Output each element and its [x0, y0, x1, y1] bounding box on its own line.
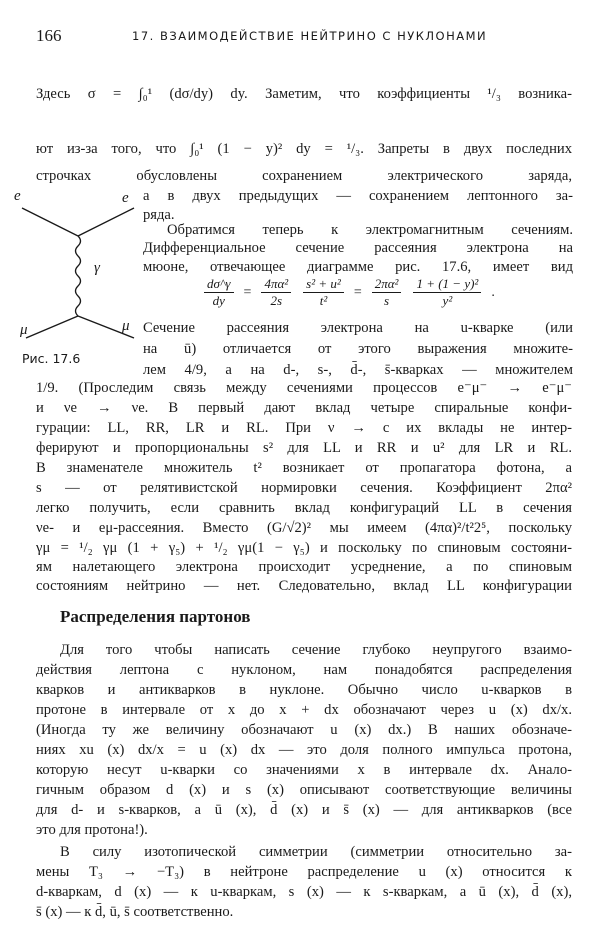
text-line: s — от релятивистской нормировки сечения. Коэффициент 2πα² — [36, 480, 572, 496]
text-line: это для протона!). — [36, 822, 148, 838]
text-line: В силу изотопической симметрии (симметрии относительно за- — [60, 844, 572, 860]
text-line: действия лептона с нуклоном, нам понадобятся распределения — [36, 662, 572, 678]
section-heading: Распределения партонов — [60, 607, 251, 626]
figure-caption: Рис. 17.6 — [22, 351, 81, 366]
text-line: для d- и s-кварков, а ū (x), d̄ (x) и s̄ (x) — для антикварков (все — [36, 802, 572, 818]
text-line: гичным образом d (x) и s (x) описывают соответствующие величины — [36, 782, 572, 798]
text-line: которую несут u-кварки со значениями x в интервале dx. Анало- — [36, 762, 572, 778]
text-line: ют из-за того, что ∫₀¹ (1 − y)² dy = ¹/₃. Запреты в двух последних — [36, 141, 572, 157]
formula-fraction: $\frac{d\sigma\^{}\gamma}{dy}$ — [204, 276, 234, 309]
text-line: состояниям нейтрино — нет. Следовательно, вклад LL конфигурации — [36, 578, 572, 594]
text-line: Обратимся теперь к электромагнитным сечениям. — [167, 222, 573, 238]
running-title: 17. ВЗАИМОДЕЙСТВИЕ НЕЙТРИНО С НУКЛОНАМИ — [132, 29, 488, 43]
text-line: d-кваркам, d (x) — к u-кваркам, s (x) — к s-кваркам, а ū (x), d̄ (x), — [36, 884, 572, 900]
text-line: гурации: LL, RR, LR и RL. При ν → c их вклады не интер- — [36, 420, 572, 436]
text-line: на ū) отличается от этого выражения множите- — [143, 341, 573, 357]
text-line: ферируют и пропорциональны s² для LL и RR и u² для LR и RL. — [36, 440, 572, 456]
text-line: мюоне, отвечающее диаграмме рис. 17.6, имеет вид — [143, 259, 573, 275]
text-line: легко получить, если сравнить вклад конфигураций LL в сечения — [36, 500, 572, 516]
text-line: строчках обусловлены сохранением электрического заряда, — [36, 168, 572, 184]
text-line: протоне в интервале от x до x + dx обозначают через u (x) dx/x. — [36, 702, 572, 718]
formula-fraction: $\frac{\text{s² + u²}}{\text{t²}}$ — [303, 276, 344, 309]
text-line: ряда. — [143, 207, 175, 223]
feynman-diagram — [10, 188, 150, 366]
text-line: В знаменателе множитель t² возникает от пропагатора фотона, а — [36, 460, 572, 476]
text-line: ям налетающего электрона происходит усреднение, а по спиновым — [36, 559, 572, 575]
text-line: кварков и антикварков в нуклоне. Обычно число u-кварков в — [36, 682, 572, 698]
page-number: 166 — [36, 26, 62, 45]
page-header — [36, 26, 576, 46]
cross-section-formula: $\frac{d\sigma\^{}\gamma}{dy}$ = $\frac{\text{4πα²}}{2s}$ $\frac{\text{s² + u²}}{\text{t²}}$ = $\frac{\text{2πα²}}{s}$ $\frac{\text{1 + (1 − y)²}}{\text{y²}}$ . — [200, 276, 497, 309]
text-line: мены T₃ → −T₃) в нейтроне распределение u (x) относится к — [36, 864, 572, 880]
text-line: (Иногда ту же величину обозначают u (x) dx.) В наших обозначе- — [36, 722, 572, 738]
text-line: Для того чтобы написать сечение глубоко неупругого взаимо- — [60, 642, 572, 658]
text-line: Сечение рассеяния электрона на u-кварке (или — [143, 320, 573, 336]
text-line: Здесь σ = ∫₀¹ (dσ/dy) dy. Заметим, что коэффициенты ¹/₃ возника- — [36, 86, 572, 102]
text-line: νe- и eμ-рассеяния. Вместо (G/√2)² мы имеем (4πα)²/t²2⁵, поскольку — [36, 520, 572, 536]
text-line: ниях xu (x) dx/x = u (x) dx — это доля полного импульса протона, — [36, 742, 572, 758]
text-line: γμ = ¹/₂ γμ (1 + γ₅) + ¹/₂ γμ(1 − γ₅) и поскольку по спиновым состояни- — [36, 540, 572, 556]
text-line: и νe → νe. В первый дают вклад четыре спиральные конфи- — [36, 400, 572, 416]
formula-fraction: $\frac{\text{4πα²}}{2s}$ — [261, 276, 291, 309]
text-line: Дифференциальное сечение рассеяния электрона на — [143, 240, 573, 256]
text-line: s̄ (x) — к d̄, ū, s̄ соответственно. — [36, 904, 234, 920]
text-line: 1/9. (Проследим связь между сечениями процессов e⁻μ⁻ → e⁻μ⁻ — [36, 380, 572, 396]
electron-label-right: e — [122, 190, 129, 206]
muon-label-left: μ — [20, 322, 28, 338]
formula-fraction: $\frac{\text{1 + (1 − y)²}}{\text{y²}}$ — [413, 276, 481, 309]
photon-label: γ — [94, 260, 100, 276]
muon-label-right: μ — [122, 318, 130, 334]
electron-label-left: e — [14, 188, 21, 204]
text-line: лем 4/9, а на d-, s-, d̄-, s̄-кварках — множителем — [143, 362, 573, 378]
feynman-diagram-graphic — [10, 188, 150, 366]
text-line: а в двух предыдущих — сохранением лептонного за- — [143, 188, 573, 204]
formula-fraction: $\frac{\text{2πα²}}{s}$ — [372, 276, 402, 309]
